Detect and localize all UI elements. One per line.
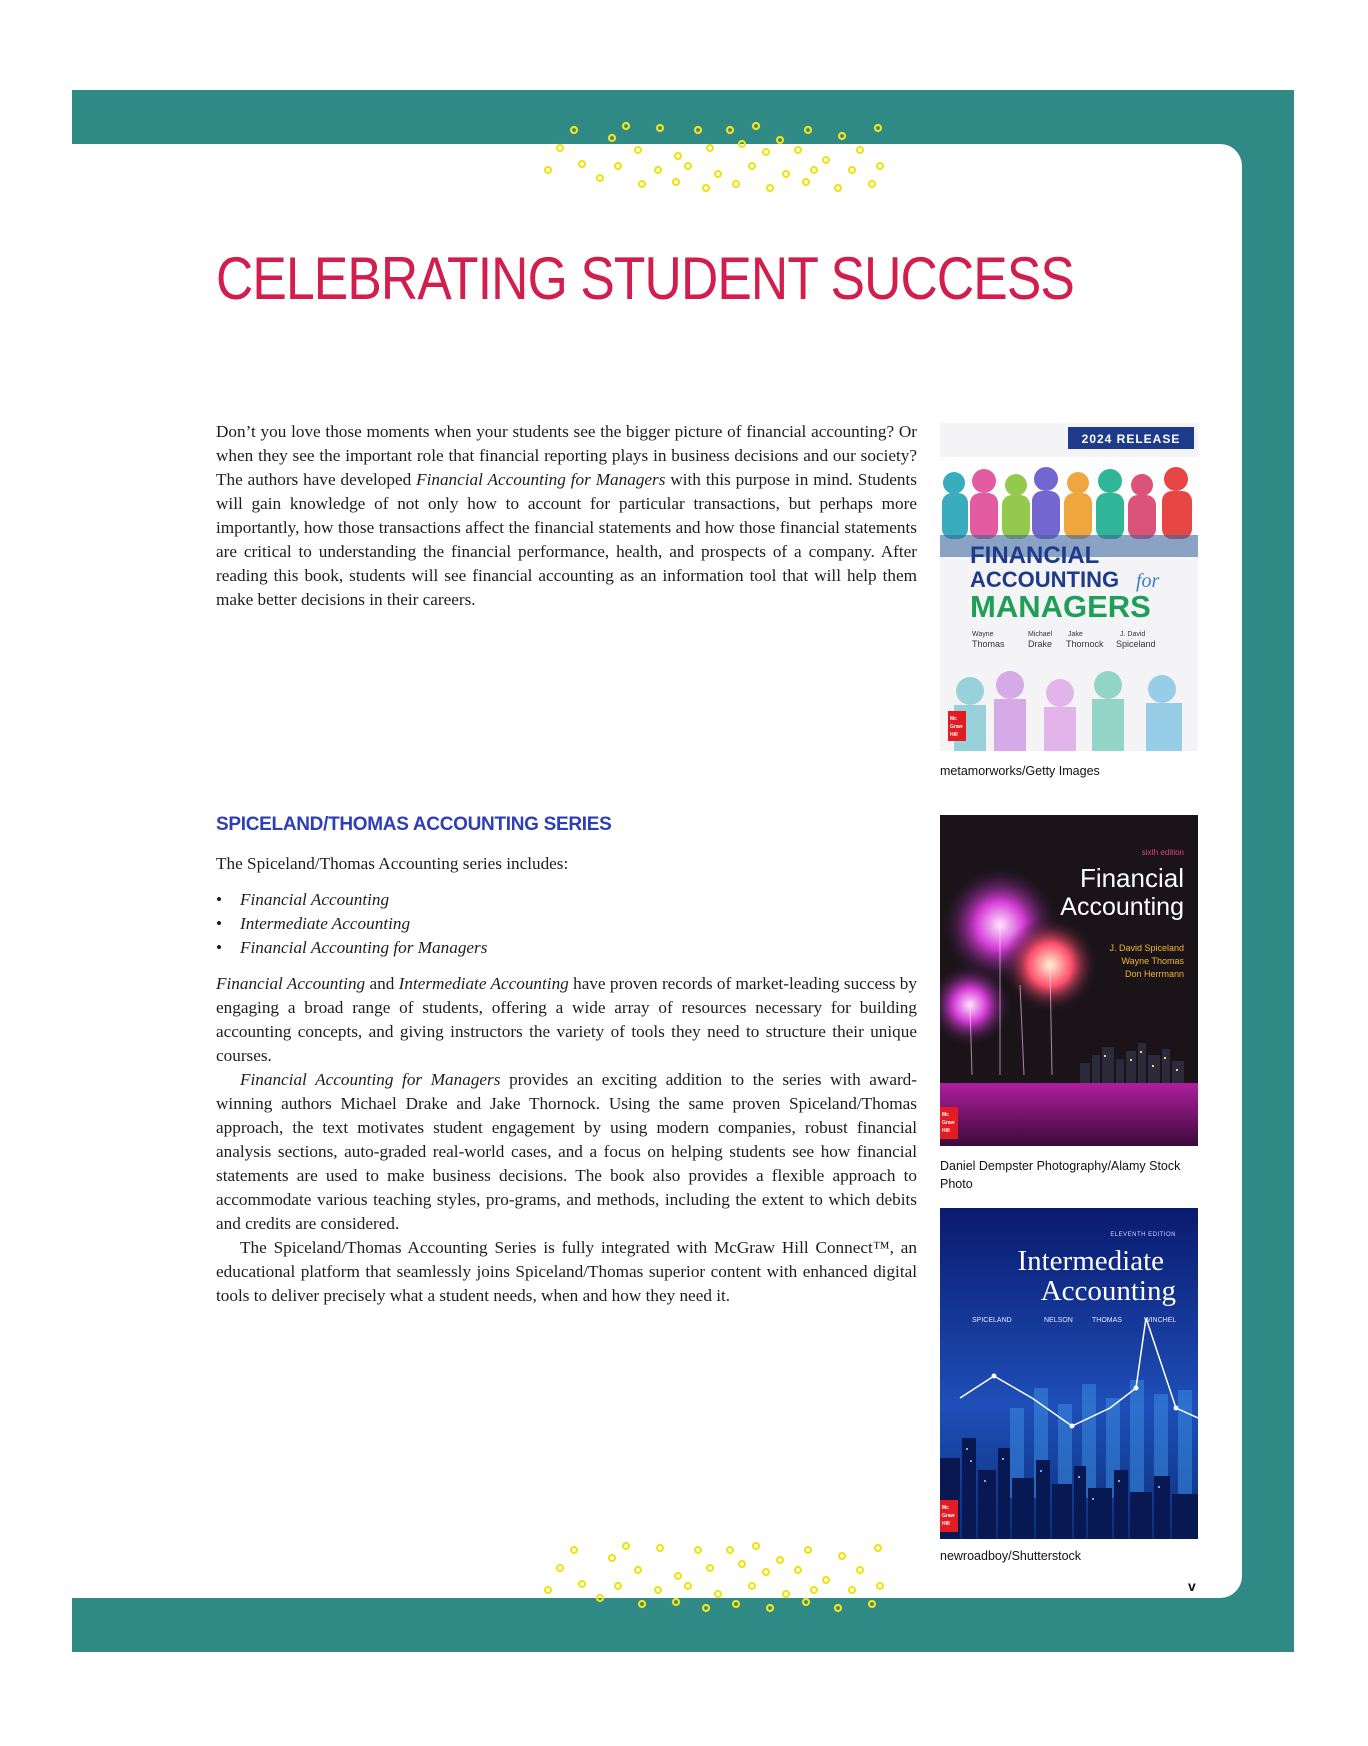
- cover1-title-line3: MANAGERS: [970, 589, 1151, 624]
- cover2-author-2: Wayne Thomas: [1121, 956, 1184, 966]
- cover-intermediate-accounting: [940, 1208, 1198, 1539]
- page-title: CELEBRATING STUDENT SUCCESS: [216, 245, 1074, 312]
- cover2-publisher-3: Hill: [942, 1128, 950, 1134]
- cover3-author-2: NELSON: [1044, 1317, 1073, 1324]
- cover1-author2-last: Drake: [1028, 639, 1053, 649]
- series-paragraph-3: The Spiceland/Thomas Accounting Series is fully integrated with McGraw Hill Connect™, an educational platform that seamlessly joins Spiceland/Thomas superior content with enhanced digital tools to deliver precisely what a student needs, when and how they need it.: [216, 1238, 917, 1305]
- cover3-author-1: SPICELAND: [972, 1317, 1012, 1324]
- decorative-dots-bottom: [530, 1538, 890, 1618]
- cover1-author1-first: Wayne: [972, 631, 994, 638]
- cover1-author4-first: J. David: [1120, 631, 1146, 638]
- cover3-author-4: WINCHEL: [1144, 1317, 1177, 1324]
- series-body: [216, 972, 917, 1308]
- series-heading: SPICELAND/THOMAS ACCOUNTING SERIES: [216, 814, 612, 835]
- cover3-title-line2: Accounting: [1040, 1275, 1176, 1307]
- cover3-publisher-2: Graw: [942, 1513, 955, 1519]
- cover1-publisher-1: Mc: [950, 716, 957, 722]
- cover3-publisher-1: Mc: [942, 1505, 949, 1511]
- cover3-author-3: THOMAS: [1092, 1317, 1122, 1324]
- list-item: • Financial Accounting for Managers: [216, 936, 487, 960]
- cover-financial-accounting: [940, 815, 1198, 1146]
- intro-paragraph: Don’t you love those moments when your students see the bigger picture of financial accounting? Or when they see the important role that financial reporting plays in business decisions and our society? The authors have developed Financial Accounting for Managers with this purpose in mind. Students will gain knowledge of not only how to account for particular transactions, but perhaps more importantly, how those transactions affect the financial statements and how those financial statements are critical to understanding the financial performance, health, and prospects of a company. After reading this book, students will see financial accounting as an information tool that will help them make better decisions in their careers.: [216, 422, 917, 609]
- cover2-publisher-2: Graw: [942, 1120, 955, 1126]
- cover1-title-line1: FINANCIAL: [970, 542, 1100, 569]
- cover1-author1-last: Thomas: [972, 639, 1005, 649]
- series-intro: The Spiceland/Thomas Accounting series includes:: [216, 854, 569, 873]
- series-paragraph-2: Financial Accounting for Managers provides an exciting addition to the series with award-winning authors Michael Drake and Jake Thornock. Using the same proven Spiceland/Thomas approach, the text motivates student engagement by using modern companies, robust financial analysis sections, auto-graded real-world cases, and a focus on helping students see how financial statements are used to make business decisions. The book also provides a flexible approach to accommodate various teaching styles, pro-grams, and methods, including the extent to which debits and credits are considered.: [216, 1070, 917, 1233]
- cover2-author-3: Don Herrmann: [1124, 969, 1184, 979]
- series-list: [216, 888, 487, 960]
- cover1-author3-first: Jake: [1068, 631, 1083, 638]
- cover3-edition: ELEVENTH EDITION: [1110, 1232, 1176, 1238]
- cover1-title-line2: ACCOUNTING: [970, 567, 1120, 592]
- cover2-title-line2: Accounting: [1060, 893, 1184, 921]
- cover3-credit: newroadboy/Shutterstock: [940, 1549, 1082, 1563]
- cover1-author3-last: Thornock: [1066, 639, 1104, 649]
- cover2-author-1: J. David Spiceland: [1109, 943, 1184, 953]
- decorative-dots-top: [530, 118, 890, 198]
- cover1-author4-last: Spiceland: [1116, 639, 1156, 649]
- cover1-credit: metamorworks/Getty Images: [940, 764, 1100, 778]
- cover1-author2-first: Michael: [1028, 631, 1053, 638]
- series-paragraph-1: Financial Accounting and Intermediate Accounting have proven records of market-leading success by engaging a broad range of students, offering a wide array of resources necessary for building accounting concepts, and giving instructors the variety of tools they need to structure their unique courses.: [216, 974, 917, 1065]
- cover3-title-line1: Intermediate: [1017, 1245, 1164, 1277]
- list-item: • Intermediate Accounting: [216, 912, 487, 936]
- cover2-edition: sixth edition: [1141, 848, 1184, 857]
- cover1-badge: 2024 RELEASE: [1081, 432, 1181, 446]
- cover2-title-line1: Financial: [1079, 863, 1184, 893]
- cover1-title-for: for: [1136, 570, 1160, 592]
- cover1-publisher-3: Hill: [950, 732, 958, 738]
- cover-financial-accounting-for-managers: [940, 423, 1198, 751]
- cover3-publisher-3: Hill: [942, 1521, 950, 1527]
- page-number: v: [1188, 1578, 1196, 1594]
- cover2-credit: Daniel Dempster Photography/Alamy Stock Photo: [940, 1159, 1181, 1191]
- cover2-publisher-1: Mc: [942, 1112, 949, 1118]
- cover1-publisher-2: Graw: [950, 724, 963, 730]
- list-item: • Financial Accounting: [216, 888, 487, 912]
